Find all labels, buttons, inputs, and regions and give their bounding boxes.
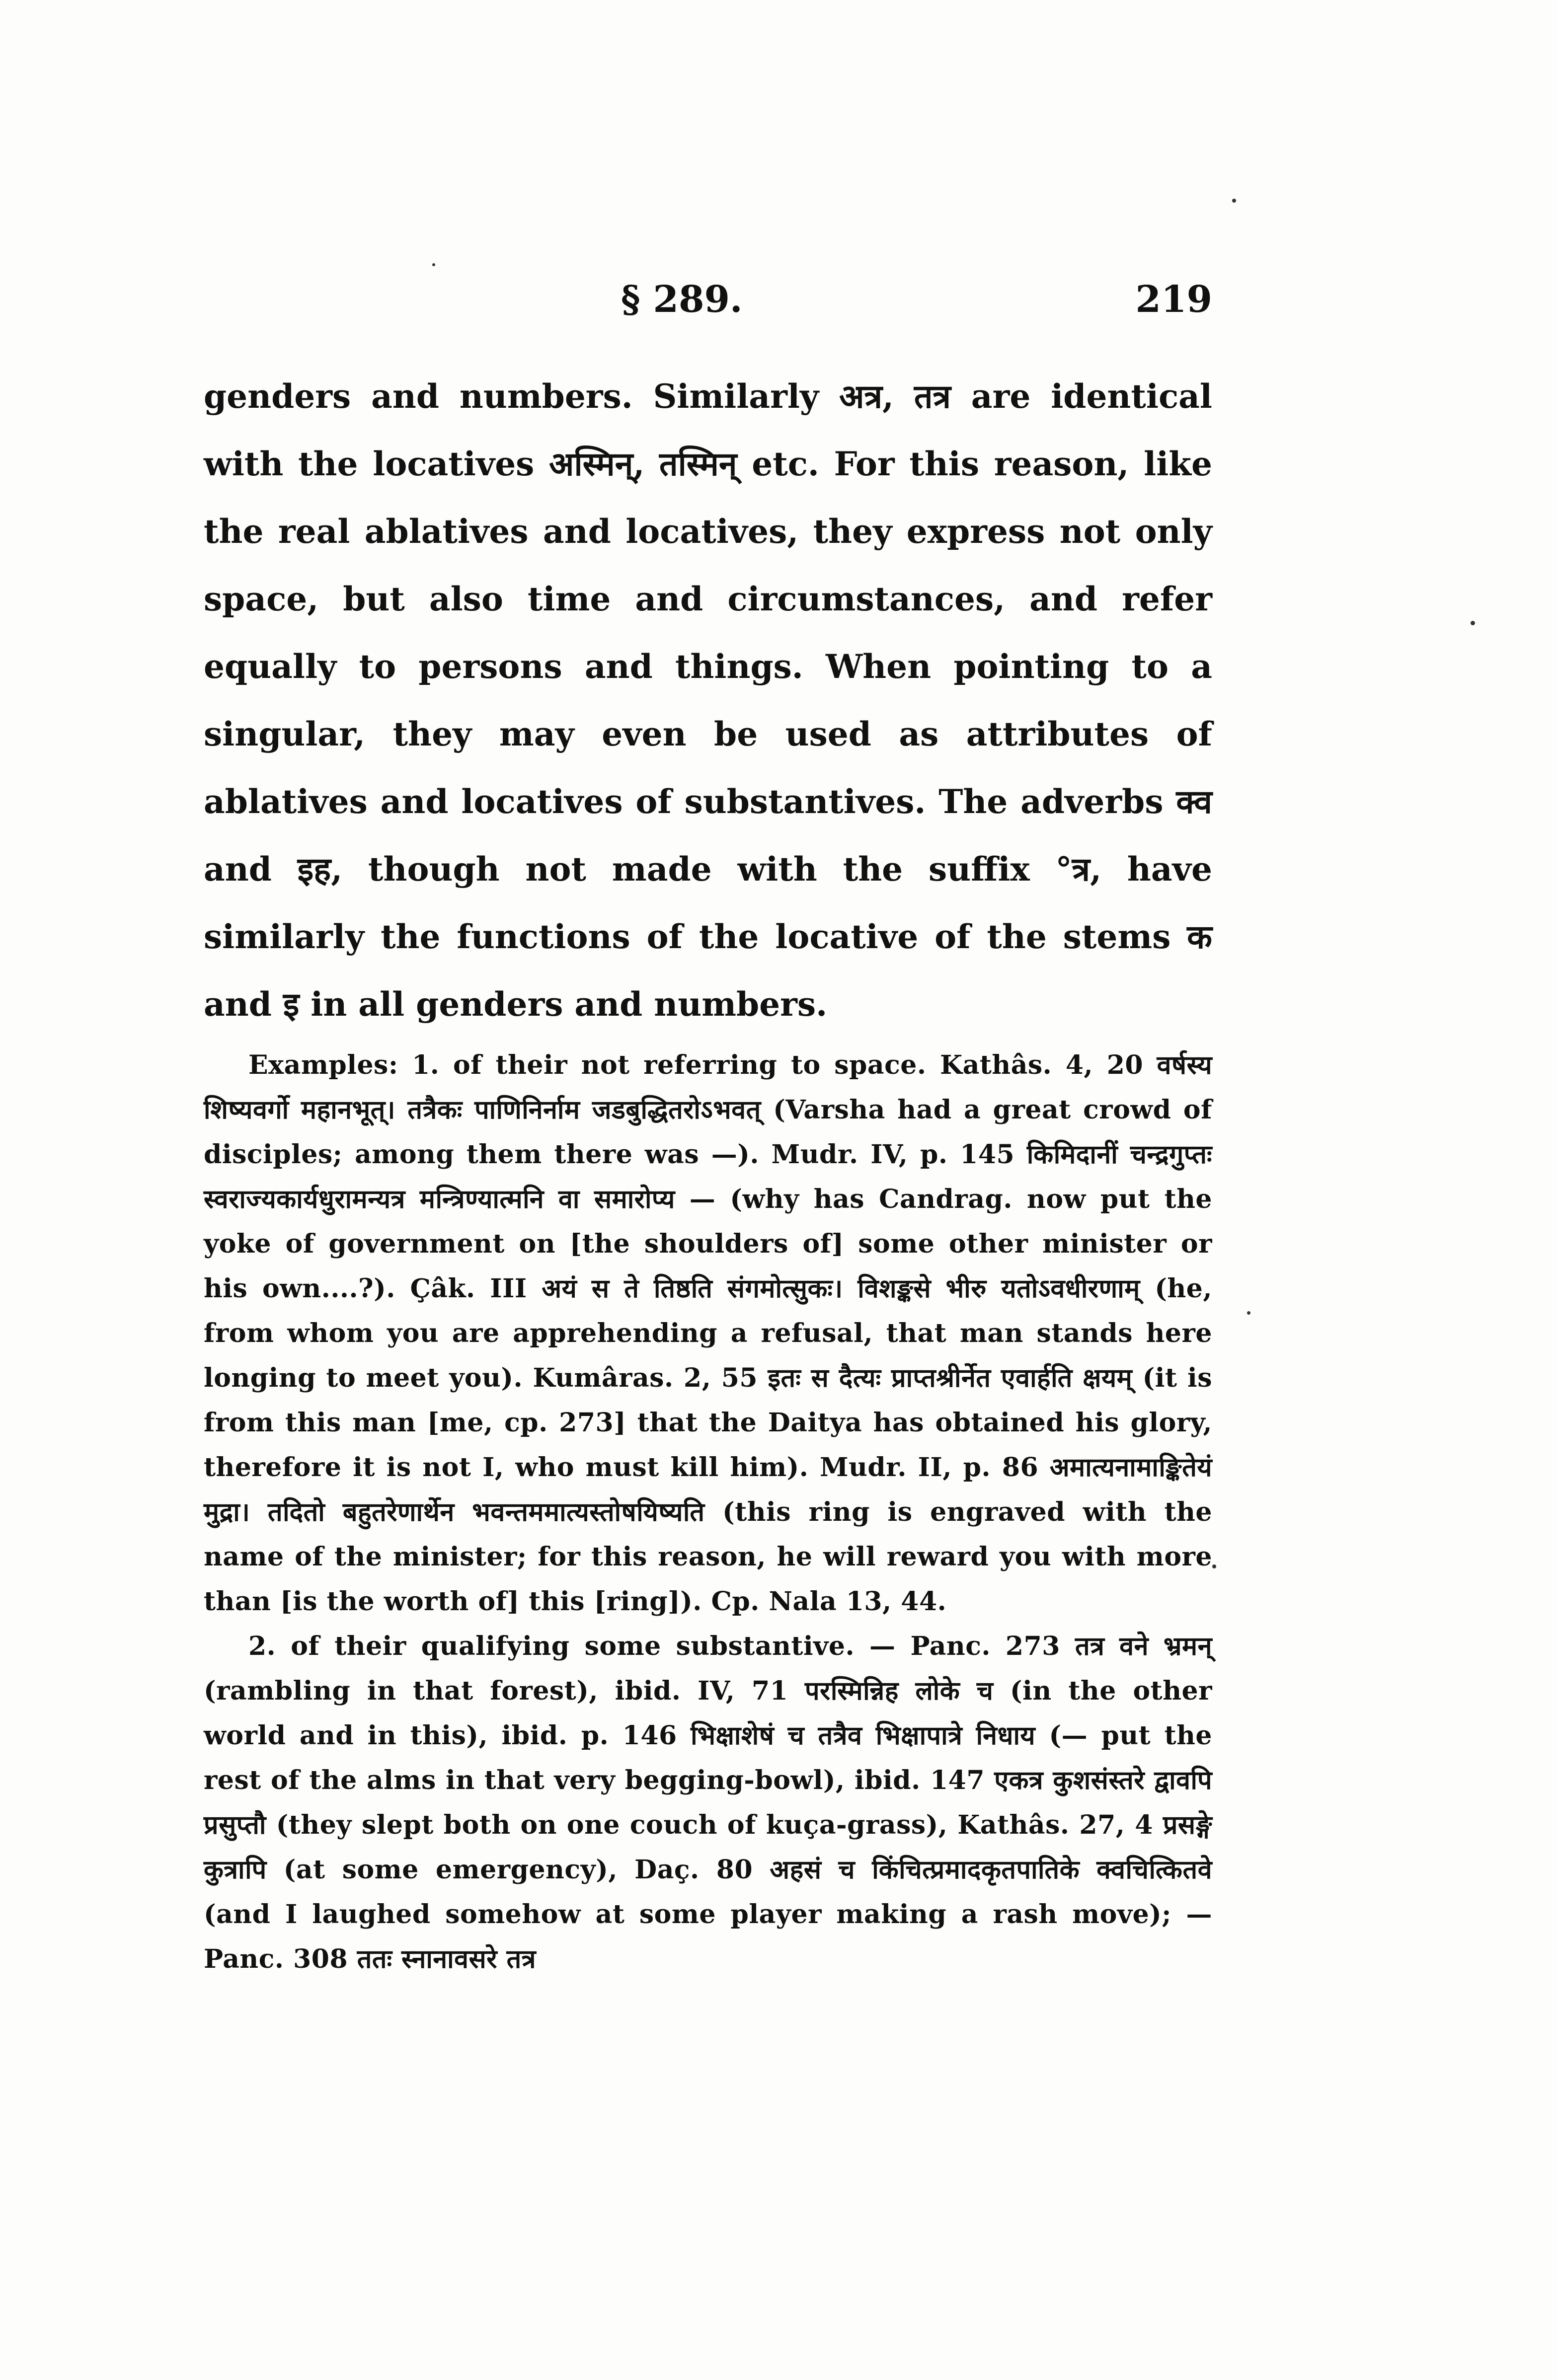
body-text <box>204 363 1212 1982</box>
scan-speck <box>1247 1311 1250 1315</box>
scan-speck <box>432 263 435 266</box>
scan-speck <box>1212 1564 1216 1568</box>
running-header <box>204 278 1212 338</box>
scan-speck <box>1232 199 1236 203</box>
section-number: § 289. <box>621 278 743 321</box>
examples-paragraph: Examples: 1. of their not referring to space. Kathâs. 4, 20 वर्षस्य शिष्यवर्गो महानभूत्। तत्रैकः पाणिनिर्नाम जडबुद्धितरोऽभवत् (Varsha had a great crowd of disciples; among them there was —). Mudr. IV, p. 145 किमिदानीं चन्द्रगुप्तः स्वराज्यकार्यधुरामन्यत्र मन्त्रिण्यात्मनि वा समारोप्य — (why has Candrag. now put the yoke of government on [the shoulders of] some other minister or his own....?). Çâk. III अयं स ते तिष्ठति संगमोत्सुकः। विशङ्कसे भीरु यतोऽवधीरणाम् (he, from whom you are apprehending a refusal, that man stands here longing to meet you). Kumâras. 2, 55 इतः स दैत्यः प्राप्तश्रीर्नेत एवार्हति क्षयम् (it is from this man [me, cp. 273] that the Daitya has obtained his glory, therefore it is not I, who must kill him). Mudr. II, p. 86 अमात्यनामाङ्कितेयं मुद्रा। तदितो बहुतरेणार्थेन भवन्तममात्यस्तोषयिष्यति (this ring is engraved with the name of the minister; for this reason, he will reward you with more than [is the worth of] this [ring]). Cp. Nala 13, 44. <box>204 1050 1212 1617</box>
scan-speck <box>1471 621 1475 625</box>
examples-second-paragraph: 2. of their qualifying some substantive. — Panc. 273 तत्र वने भ्रमन् (rambling in that forest), ibid. IV, 71 परस्मिन्निह लोके च (in the other world and in this), ibid. p. 146 भिक्षाशेषं च तत्रैव भिक्षापात्रे निधाय (— put the rest of the alms in that very begging-bowl), ibid. 147 एकत्र कुशसंस्तरे द्वावपि प्रसुप्तौ (they slept both on one couch of kuça-grass), Kathâs. 27, 4 प्रसङ्गे कुत्रापि (at some emergency), Daç. 80 अहसं च किंचित्प्रमादकृतपातिके क्वचित्कितवे (and I laughed somehow at some player making a rash move); — Panc. 308 ततः स्नानावसरे तत्र <box>204 1631 1212 1974</box>
main-paragraph: genders and numbers. Similarly अत्र, तत्र are identical with the locatives अस्मिन्, तस्मिन् etc. For this reason, like the real ablatives and locatives, they express not only space, but also time and circumstances, and refer equally to persons and things. When pointing to a singular, they may even be used as attributes of ablatives and locatives of substantives. The adverbs क्व and इह, though not made with the suffix °त्र, have similarly the functions of the locative of the stems क and इ in all genders and numbers. <box>204 377 1212 1024</box>
page-number: 219 <box>1135 278 1212 321</box>
